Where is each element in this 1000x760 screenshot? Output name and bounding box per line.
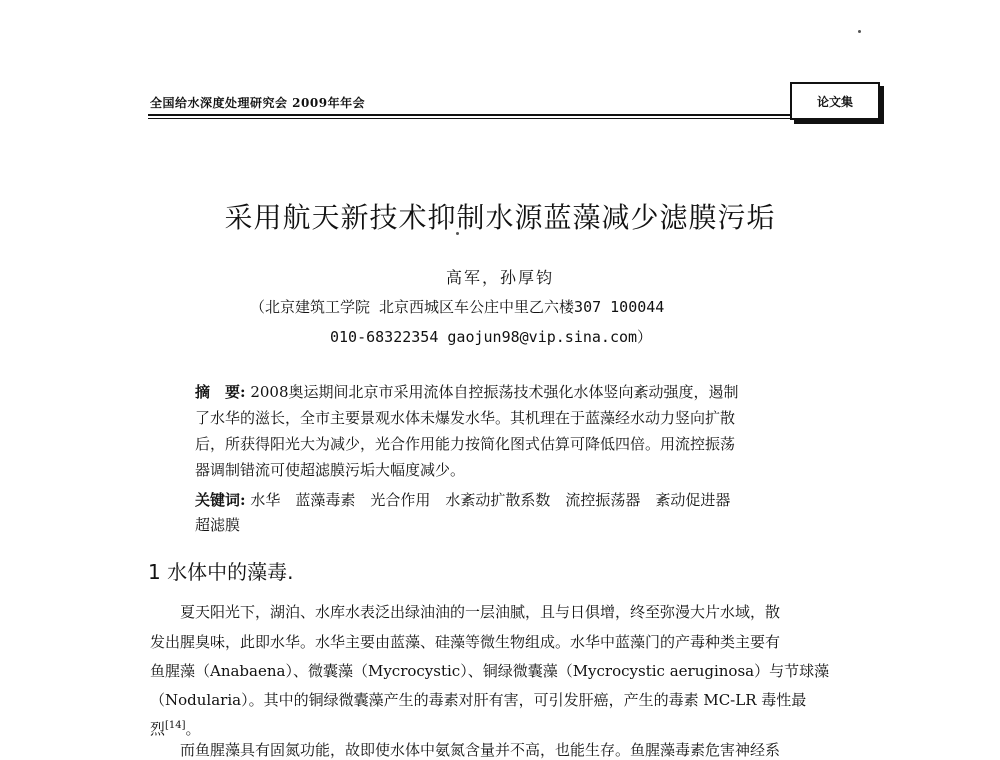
abstract-label: 摘 要: (195, 383, 246, 401)
affiliation-line-2: 010-68322354 gaojun98@vip.sina.com） (330, 328, 653, 346)
body-text: 。 (185, 720, 201, 738)
keywords-label: 关键词: (195, 491, 246, 509)
keywords-line (195, 490, 730, 510)
abstract-text: 2008奥运期间北京市采用流体自控振荡技术强化水体竖向紊动强度，遏制 (250, 383, 739, 401)
abstract-line: 器调制错流可使超滤膜污垢大幅度减少。 (195, 461, 466, 479)
paper-authors: 高军，孙厚钧 (445, 268, 554, 287)
section-tag-label: 论文集 (816, 94, 853, 109)
keywords-text: 水华 蓝藻毒素 光合作用 水紊动扩散系数 流控振荡器 紊动促进器 (250, 491, 731, 509)
abstract-line: 了水华的滋长，全市主要景观水体未爆发水华。其机理在于蓝藻经水动力竖向扩散 (195, 409, 736, 427)
section-tag-box (790, 82, 880, 120)
body-text: 烈 (150, 720, 166, 738)
header-rule (148, 114, 808, 116)
scan-dot (858, 30, 861, 33)
running-header-title: 全国给水深度处理研究会 2009年年会 (150, 96, 366, 110)
body-line: 鱼腥藻（Anabaena）、微囊藻（Mycrocystic）、铜绿微囊藻（Mycrocystic aeruginosa）与节球藻 (150, 662, 830, 680)
paper-title: 采用航天新技术抑制水源蓝藻减少滤膜污垢 (224, 201, 776, 234)
section-heading: 1 水体中的藻毒. (148, 560, 294, 584)
keywords-line: 超滤膜 (195, 516, 241, 534)
body-line: 而鱼腥藻具有固氮功能，故即使水体中氨氮含量并不高，也能生存。鱼腥藻毒素危害神经系 (150, 741, 781, 759)
citation-ref[interactable]: [14] (165, 720, 186, 731)
body-line: 发出腥臭味，此即水华。水华主要由蓝藻、硅藻等微生物组成。水华中蓝藻门的产毒种类主要有 (150, 633, 781, 651)
affiliation-line-1: （北京建筑工学院 北京西城区车公庄中里乙六楼307 100044 (250, 298, 665, 316)
body-line: 夏天阳光下，湖泊、水库水表泛出绿油油的一层油腻，且与日俱增，终至弥漫大片水域，散 (150, 603, 781, 621)
body-line (150, 716, 870, 739)
header-rule-thin (148, 118, 808, 119)
abstract-line: 后，所获得阳光大为减少，光合作用能力按简化图式估算可降低四倍。用流控振荡 (195, 435, 736, 453)
abstract-line (195, 382, 739, 402)
body-line: （Nodularia）。其中的铜绿微囊藻产生的毒素对肝有害，可引发肝癌，产生的毒素 MC-LR 毒性最 (150, 691, 807, 709)
